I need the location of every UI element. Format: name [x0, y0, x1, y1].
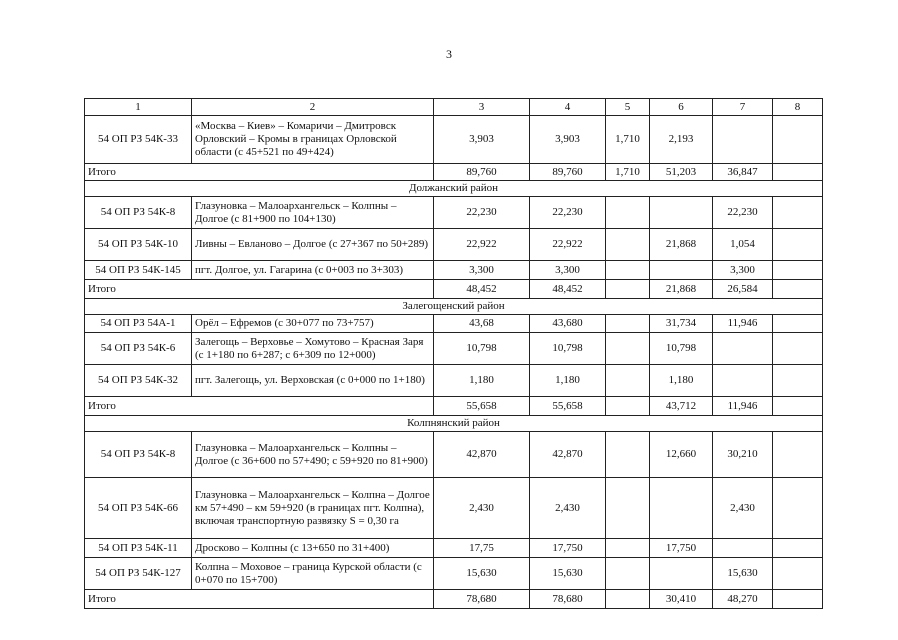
table-row [85, 261, 823, 280]
header-cell: 4 [530, 99, 606, 116]
table-row [85, 333, 823, 365]
value-c8 [773, 365, 823, 397]
road-name: Глазуновка – Малоархангельск – Колпна – Долгое км 57+490 – км 59+920 (в границах пгт. Колпна), включая транспортную развязку S = 0,30 га [192, 478, 434, 539]
value-c3: 22,922 [434, 229, 530, 261]
total-value-c5 [606, 590, 650, 609]
header-cell: 3 [434, 99, 530, 116]
section-row [85, 181, 823, 197]
total-value-c7: 36,847 [713, 164, 773, 181]
value-c5 [606, 315, 650, 333]
total-value-c7: 11,946 [713, 397, 773, 416]
road-code: 54 ОП РЗ 54К-8 [85, 432, 192, 478]
total-value-c6: 51,203 [650, 164, 713, 181]
road-code: 54 ОП РЗ 54К-11 [85, 539, 192, 558]
table-row [85, 539, 823, 558]
header-row [85, 99, 823, 116]
value-c3: 10,798 [434, 333, 530, 365]
road-code: 54 ОП РЗ 54К-127 [85, 558, 192, 590]
section-row [85, 416, 823, 432]
total-row [85, 590, 823, 609]
total-row [85, 280, 823, 299]
value-c4: 15,630 [530, 558, 606, 590]
total-value-c5: 1,710 [606, 164, 650, 181]
total-value-c7: 26,584 [713, 280, 773, 299]
total-value-c4: 78,680 [530, 590, 606, 609]
total-label: Итого [85, 397, 434, 416]
value-c7: 2,430 [713, 478, 773, 539]
value-c5: 1,710 [606, 116, 650, 164]
road-name: Орёл – Ефремов (с 30+077 по 73+757) [192, 315, 434, 333]
value-c3: 42,870 [434, 432, 530, 478]
value-c4: 3,903 [530, 116, 606, 164]
road-name: Залегощь – Верховье – Хомутово – Красная Заря (с 1+180 по 6+287; с 6+309 по 12+000) [192, 333, 434, 365]
value-c4: 43,680 [530, 315, 606, 333]
section-title: Залегощенский район [85, 299, 823, 315]
value-c4: 42,870 [530, 432, 606, 478]
table-row [85, 558, 823, 590]
value-c7: 3,300 [713, 261, 773, 280]
value-c3: 17,75 [434, 539, 530, 558]
value-c3: 2,430 [434, 478, 530, 539]
total-value-c6: 21,868 [650, 280, 713, 299]
value-c7: 1,054 [713, 229, 773, 261]
total-label: Итого [85, 164, 434, 181]
total-value-c3: 55,658 [434, 397, 530, 416]
value-c8 [773, 539, 823, 558]
section-title: Колпнянский район [85, 416, 823, 432]
table-row [85, 116, 823, 164]
total-row [85, 397, 823, 416]
header-cell: 6 [650, 99, 713, 116]
total-value-c4: 89,760 [530, 164, 606, 181]
value-c3: 15,630 [434, 558, 530, 590]
value-c5 [606, 229, 650, 261]
total-value-c3: 89,760 [434, 164, 530, 181]
section-title: Должанский район [85, 181, 823, 197]
road-name: Глазуновка – Малоархангельск – Колпны – Долгое (с 81+900 по 104+130) [192, 197, 434, 229]
value-c8 [773, 558, 823, 590]
value-c7 [713, 365, 773, 397]
road-name: Дросково – Колпны (с 13+650 по 31+400) [192, 539, 434, 558]
header-cell: 8 [773, 99, 823, 116]
road-name: пгт. Залегощь, ул. Верховская (с 0+000 по 1+180) [192, 365, 434, 397]
value-c3: 22,230 [434, 197, 530, 229]
value-c3: 3,903 [434, 116, 530, 164]
road-name: Колпна – Моховое – граница Курской области (с 0+070 по 15+700) [192, 558, 434, 590]
value-c6: 1,180 [650, 365, 713, 397]
value-c5 [606, 261, 650, 280]
total-label: Итого [85, 280, 434, 299]
table-row [85, 229, 823, 261]
table-row [85, 365, 823, 397]
value-c3: 3,300 [434, 261, 530, 280]
value-c5 [606, 478, 650, 539]
road-name: пгт. Долгое, ул. Гагарина (с 0+003 по 3+303) [192, 261, 434, 280]
value-c6: 10,798 [650, 333, 713, 365]
road-name: Глазуновка – Малоархангельск – Колпны – Долгое (с 36+600 по 57+490; с 59+920 по 81+900) [192, 432, 434, 478]
value-c5 [606, 197, 650, 229]
header-cell: 1 [85, 99, 192, 116]
value-c6 [650, 558, 713, 590]
total-value-c8 [773, 280, 823, 299]
value-c3: 43,68 [434, 315, 530, 333]
value-c8 [773, 333, 823, 365]
road-code: 54 ОП РЗ 54К-8 [85, 197, 192, 229]
table-row [85, 315, 823, 333]
total-value-c5 [606, 280, 650, 299]
road-code: 54 ОП РЗ 54К-10 [85, 229, 192, 261]
value-c5 [606, 333, 650, 365]
value-c7 [713, 116, 773, 164]
value-c6: 21,868 [650, 229, 713, 261]
road-code: 54 ОП РЗ 54К-33 [85, 116, 192, 164]
total-value-c7: 48,270 [713, 590, 773, 609]
total-value-c8 [773, 397, 823, 416]
value-c4: 17,750 [530, 539, 606, 558]
value-c7: 11,946 [713, 315, 773, 333]
header-cell: 5 [606, 99, 650, 116]
table-row [85, 432, 823, 478]
value-c8 [773, 432, 823, 478]
value-c4: 3,300 [530, 261, 606, 280]
value-c6: 31,734 [650, 315, 713, 333]
road-code: 54 ОП РЗ 54К-32 [85, 365, 192, 397]
total-value-c4: 55,658 [530, 397, 606, 416]
value-c6: 17,750 [650, 539, 713, 558]
value-c8 [773, 478, 823, 539]
value-c4: 1,180 [530, 365, 606, 397]
value-c4: 22,922 [530, 229, 606, 261]
road-code: 54 ОП РЗ 54К-66 [85, 478, 192, 539]
table-row [85, 197, 823, 229]
value-c7: 15,630 [713, 558, 773, 590]
road-name: «Москва – Киев» – Комаричи – Дмитровск Орловский – Кромы в границах Орловской области (с 45+521 по 49+424) [192, 116, 434, 164]
value-c8 [773, 197, 823, 229]
road-name: Ливны – Евланово – Долгое (с 27+367 по 50+289) [192, 229, 434, 261]
header-cell: 7 [713, 99, 773, 116]
total-value-c8 [773, 164, 823, 181]
value-c5 [606, 365, 650, 397]
value-c7 [713, 333, 773, 365]
value-c4: 22,230 [530, 197, 606, 229]
total-value-c3: 78,680 [434, 590, 530, 609]
roads-table [84, 98, 823, 609]
section-row [85, 299, 823, 315]
table-body [85, 99, 823, 609]
value-c7 [713, 539, 773, 558]
total-value-c6: 30,410 [650, 590, 713, 609]
value-c6 [650, 261, 713, 280]
header-cell: 2 [192, 99, 434, 116]
table-row [85, 478, 823, 539]
total-value-c3: 48,452 [434, 280, 530, 299]
total-value-c5 [606, 397, 650, 416]
value-c8 [773, 229, 823, 261]
value-c8 [773, 315, 823, 333]
total-value-c6: 43,712 [650, 397, 713, 416]
value-c4: 10,798 [530, 333, 606, 365]
total-value-c4: 48,452 [530, 280, 606, 299]
value-c5 [606, 558, 650, 590]
value-c3: 1,180 [434, 365, 530, 397]
road-code: 54 ОП РЗ 54К-6 [85, 333, 192, 365]
value-c6: 2,193 [650, 116, 713, 164]
value-c8 [773, 116, 823, 164]
value-c4: 2,430 [530, 478, 606, 539]
road-code: 54 ОП РЗ 54К-145 [85, 261, 192, 280]
value-c6 [650, 478, 713, 539]
road-code: 54 ОП РЗ 54А-1 [85, 315, 192, 333]
total-label: Итого [85, 590, 434, 609]
value-c5 [606, 539, 650, 558]
value-c6 [650, 197, 713, 229]
value-c7: 30,210 [713, 432, 773, 478]
total-value-c8 [773, 590, 823, 609]
value-c5 [606, 432, 650, 478]
page-number: 3 [446, 47, 452, 61]
value-c6: 12,660 [650, 432, 713, 478]
total-row [85, 164, 823, 181]
value-c8 [773, 261, 823, 280]
value-c7: 22,230 [713, 197, 773, 229]
